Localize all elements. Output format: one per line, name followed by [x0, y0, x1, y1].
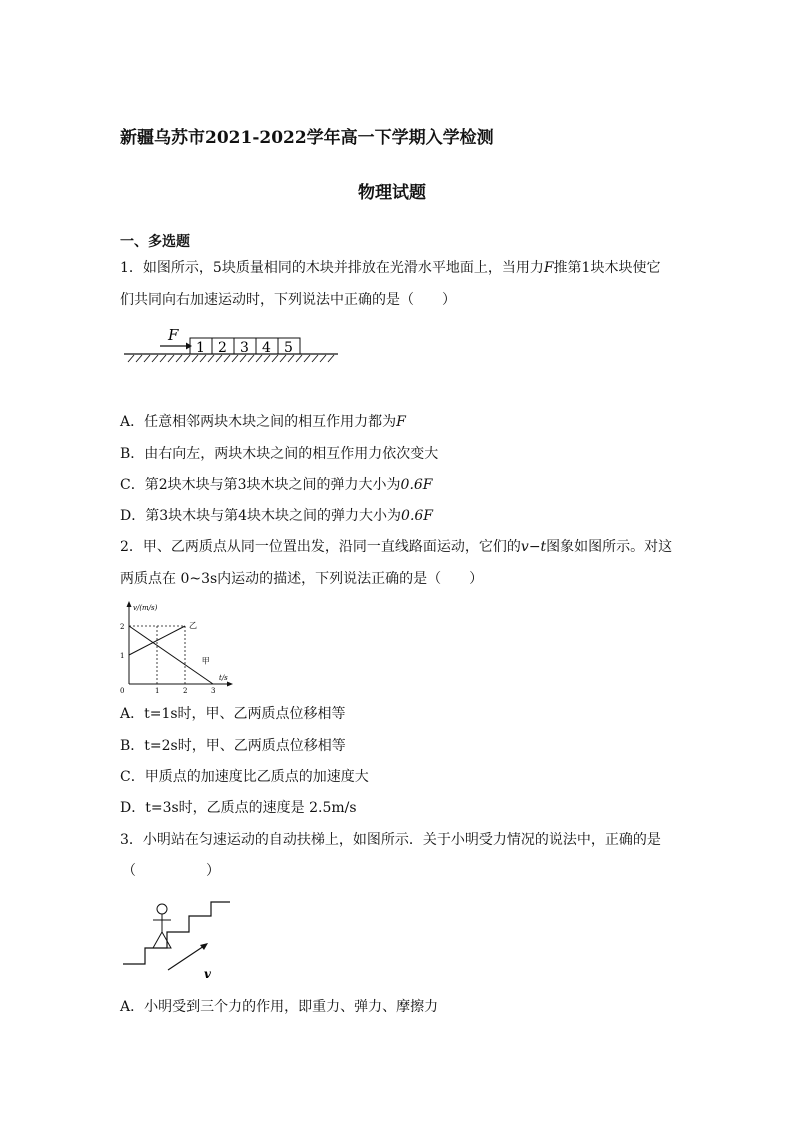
- x-axis-label: t/s: [219, 674, 228, 682]
- q1-stem-var: F: [543, 260, 554, 276]
- q1-option-a: A．任意相邻两块木块之间的相互作用力都为F: [120, 414, 406, 430]
- x-tick-label-2: 2: [183, 687, 188, 695]
- series-label-1: 乙: [189, 621, 197, 630]
- velocity-arrow-shaft: [168, 946, 204, 970]
- document-subtitle: 物理试题: [358, 183, 426, 203]
- force-label: F: [168, 326, 179, 344]
- x-tick-label-3: 3: [211, 687, 216, 695]
- q2-option-c: C．甲质点的加速度比乙质点的加速度大: [120, 769, 369, 785]
- q1-option-d: D．第3块木块与第4块木块之间的弹力大小为0.6F: [120, 508, 434, 524]
- block-label-2: 2: [218, 340, 227, 356]
- y-tick-label-1: 2: [120, 623, 125, 631]
- block-label-5: 5: [284, 340, 293, 356]
- y-tick-label-0: 1: [120, 652, 125, 660]
- q3-escalator-figure: [120, 896, 240, 982]
- q2-stem-line2: 两质点在 0~3s内运动的描述，下列说法正确的是（ ）: [120, 571, 484, 587]
- block-label-3: 3: [240, 340, 249, 356]
- q1-blocks-figure: [120, 322, 340, 366]
- block-label-1: 1: [196, 340, 205, 356]
- y-axis-arrow: [127, 601, 132, 607]
- x-tick-label-0: 0: [120, 687, 125, 695]
- q2-option-a: A．t=1s时，甲、乙两质点位移相等: [120, 706, 346, 722]
- x-axis-arrow: [227, 682, 233, 687]
- q1-stem-text-end: 推第1块木块使它: [553, 260, 661, 276]
- document-title: 新疆乌苏市2021-2022学年高一下学期入学检测: [120, 128, 494, 148]
- q1-stem-line2: 们共同向右加速运动时，下列说法中正确的是（ ）: [120, 292, 456, 308]
- q3-stem-line1: 3．小明站在匀速运动的自动扶梯上，如图所示．关于小明受力情况的说法中，正确的是: [120, 832, 661, 848]
- velocity-arrow-head: [200, 943, 208, 950]
- y-axis-label: v/(m/s): [133, 604, 158, 612]
- q1-option-b: B．由右向左，两块木块之间的相互作用力依次变大: [120, 446, 439, 462]
- escalator-steps: [123, 902, 230, 964]
- force-arrow-head: [186, 343, 192, 350]
- series-label-0: 甲: [201, 656, 210, 666]
- q3-option-a: A．小明受到三个力的作用，即重力、弹力、摩擦力: [120, 999, 439, 1015]
- q1-option-c: C．第2块木块与第3块木块之间的弹力大小为0.6F: [120, 477, 433, 493]
- q3-stem-line2: （ ）: [122, 863, 220, 879]
- q2-option-d: D．t=3s时，乙质点的速度是 2.5m/s: [120, 800, 357, 816]
- section-heading: 一、多选题: [120, 234, 190, 250]
- ground-hatch: [128, 355, 334, 362]
- q1-stem-line1: [120, 258, 660, 278]
- block-label-4: 4: [262, 340, 271, 356]
- series-line-0: [129, 626, 213, 684]
- x-tick-label-1: 1: [155, 687, 160, 695]
- q2-vt-chart: [116, 600, 250, 696]
- velocity-label: v: [204, 967, 211, 981]
- person-head: [157, 904, 167, 914]
- q1-stem-text: 1．如图所示，5块质量相同的木块并排放在光滑水平地面上，当用力: [120, 260, 544, 276]
- q2-option-b: B．t=2s时，甲、乙两质点位移相等: [120, 738, 346, 754]
- person-legs: [153, 932, 171, 948]
- q2-stem-line1: 2．甲、乙两质点从同一位置出发，沿同一直线路面运动，它们的v−t图象如图所示。对这: [120, 539, 673, 555]
